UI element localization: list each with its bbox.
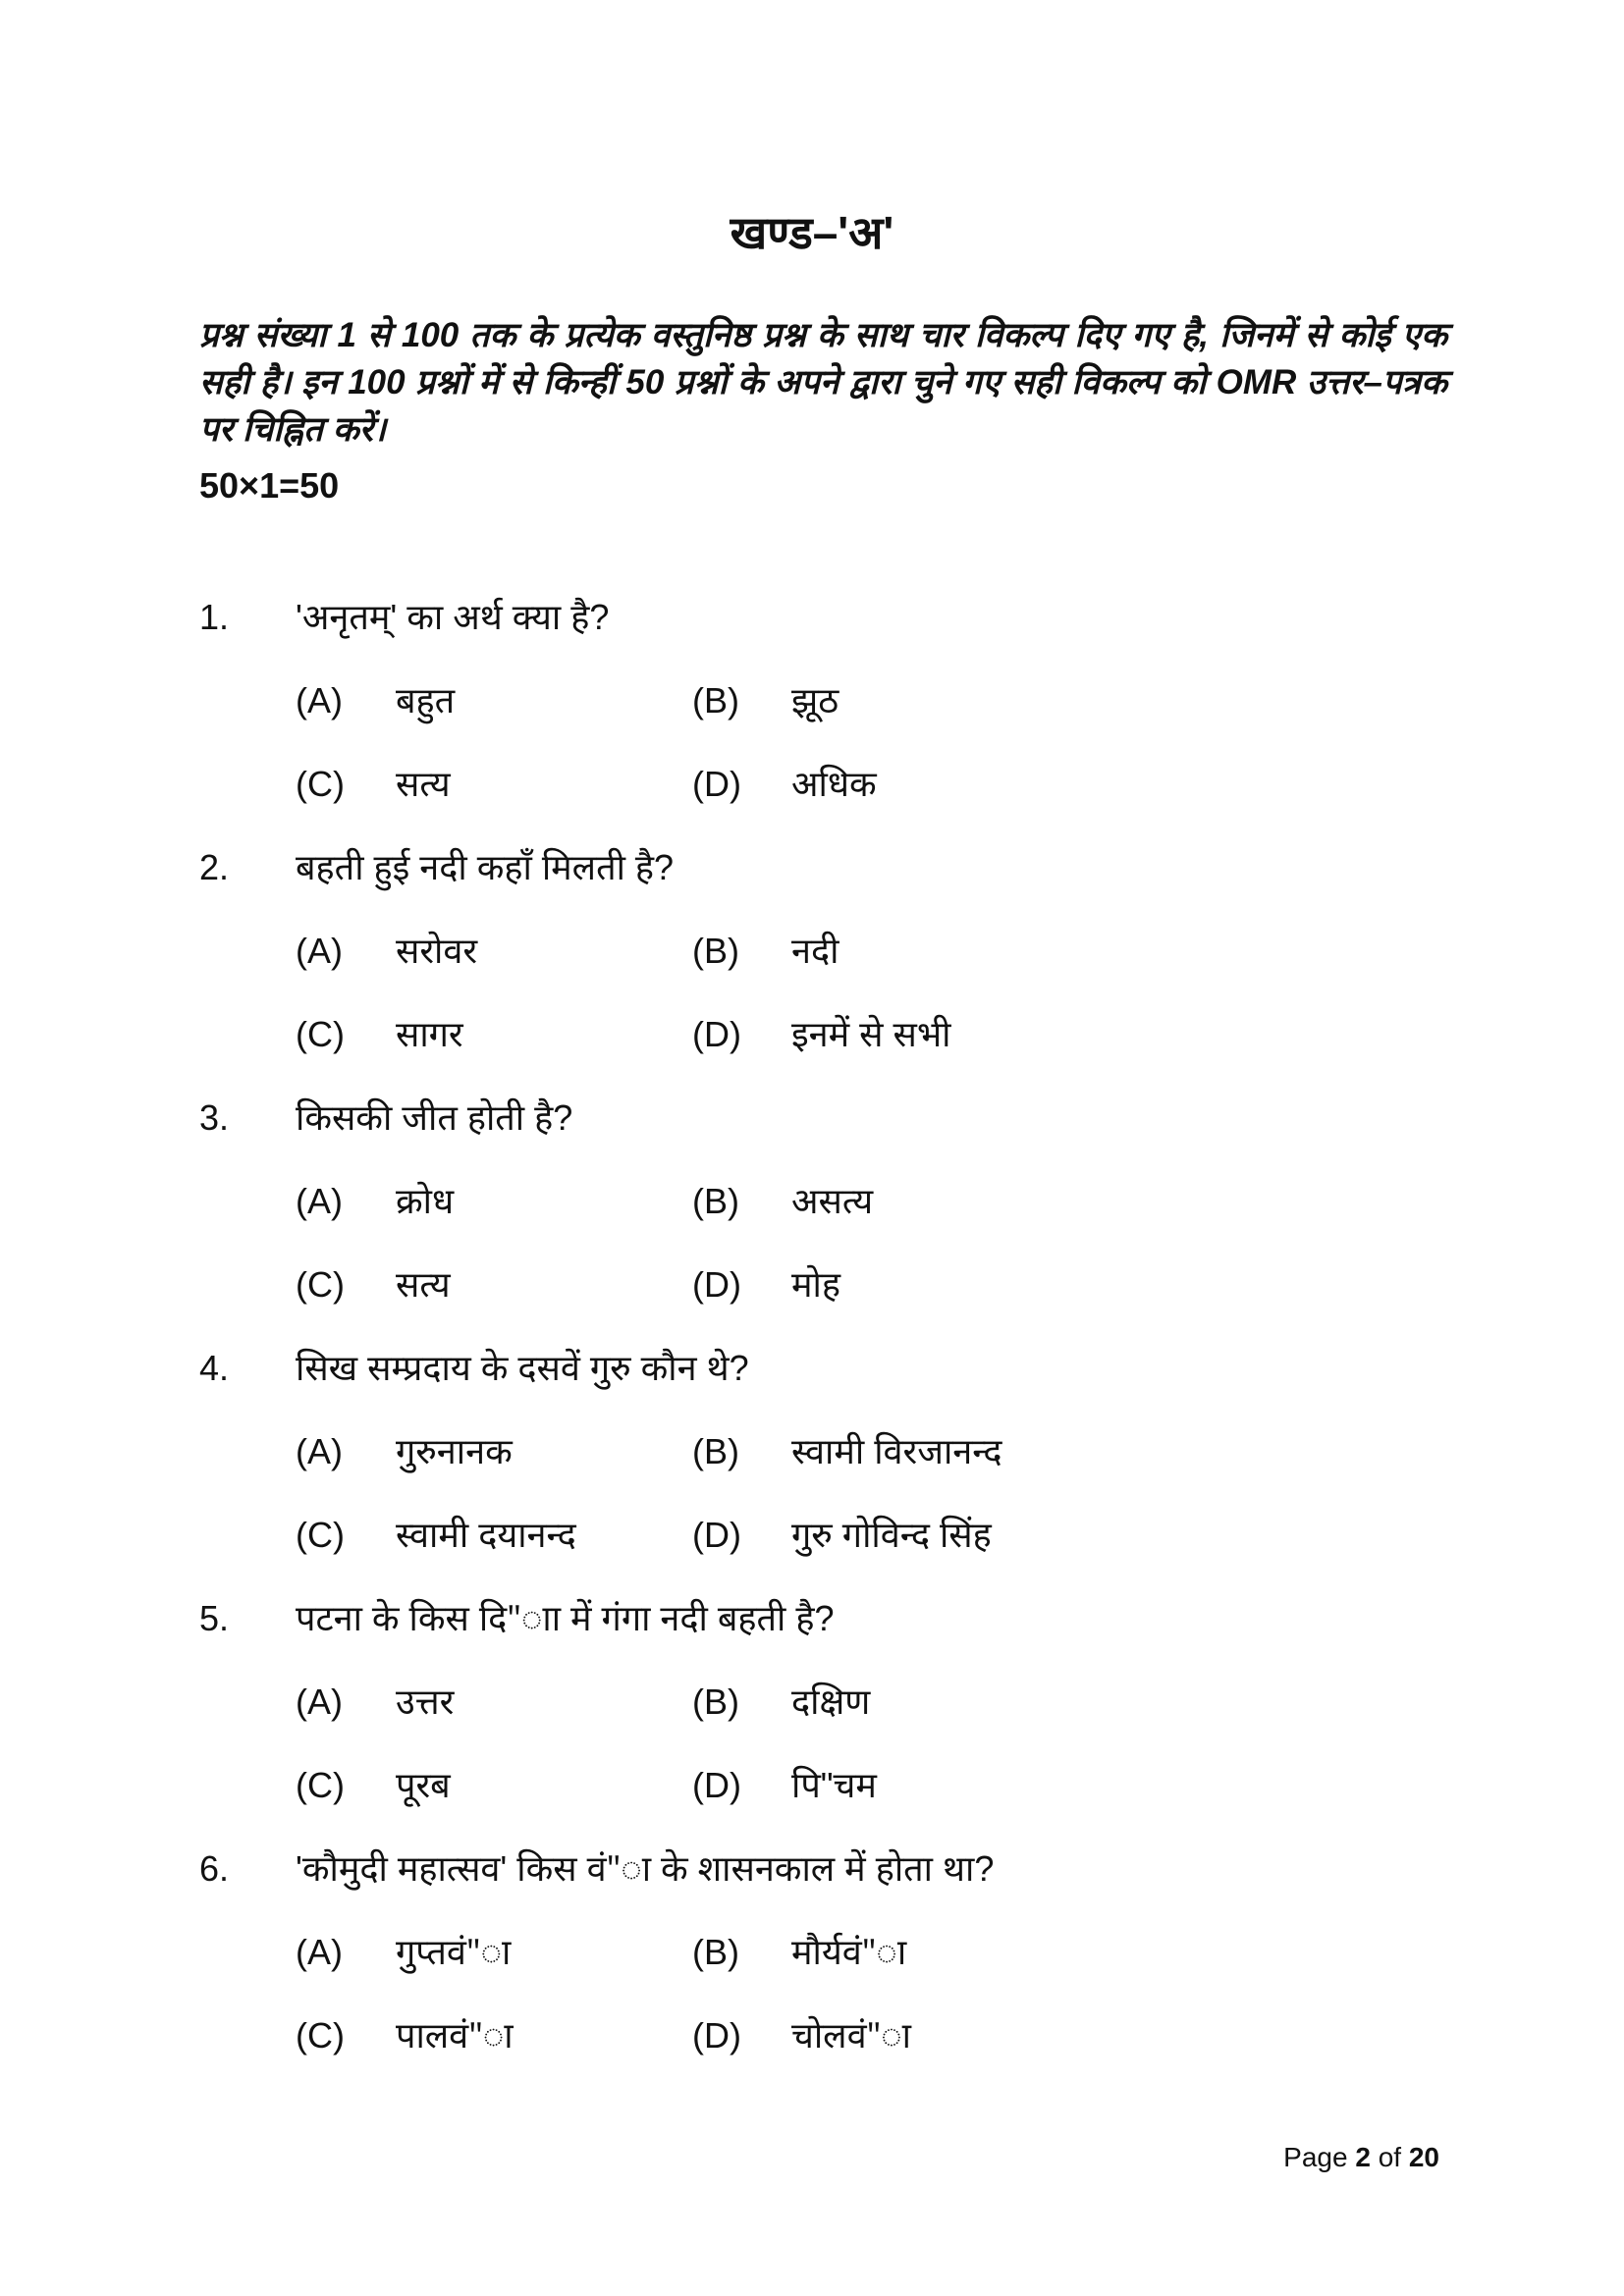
option-label: (D) [692, 1264, 741, 1305]
option-text: नदी [791, 931, 839, 971]
question-item [199, 1326, 1476, 1576]
option-text: दक्षिण [791, 1682, 871, 1722]
option-text: झूठ [791, 680, 839, 721]
options-row [199, 1243, 1476, 1326]
option-text: इनमें से सभी [791, 1014, 951, 1054]
option-text: स्वामी विरजानन्द [791, 1431, 1002, 1471]
question-list [199, 575, 1476, 2077]
option-label: (A) [296, 1431, 343, 1471]
options-row [199, 1159, 1476, 1243]
option-text: उत्तर [396, 1682, 455, 1722]
question-text: 'अनृतम्' का अर्थ क्या है? [296, 597, 610, 637]
options-row [199, 992, 1476, 1076]
options-row [199, 1910, 1476, 1994]
option-text: सत्य [396, 764, 451, 804]
option-text: गुप्तवं"ा [396, 1932, 512, 1972]
question-row [199, 826, 1476, 909]
option-label: (A) [296, 1181, 343, 1221]
question-number: 3. [199, 1097, 230, 1138]
option-label: (D) [692, 1515, 741, 1555]
options-row [199, 1410, 1476, 1493]
option-text: स्वामी दयानन्द [396, 1515, 576, 1555]
options-row [199, 1660, 1476, 1743]
question-text: सिख सम्प्रदाय के दसवें गुरु कौन थे? [296, 1348, 749, 1388]
question-number: 6. [199, 1848, 230, 1889]
option-label: (D) [692, 764, 741, 804]
question-text: पटना के किस दि"ाा में गंगा नदी बहती है? [296, 1598, 835, 1638]
option-label: (B) [692, 1431, 739, 1471]
question-row [199, 1326, 1476, 1410]
option-label: (B) [692, 931, 739, 971]
options-row [199, 1994, 1476, 2077]
option-text: अधिक [791, 764, 877, 804]
options-row [199, 909, 1476, 992]
question-text: 'कौमुदी महात्सव' किस वं"ा के शासनकाल में होता था? [296, 1848, 995, 1889]
option-text: मौर्यवं"ा [791, 1932, 907, 1972]
option-label: (A) [296, 931, 343, 971]
instructions: प्रश्न संख्या 1 से 100 तक के प्रत्येक वस्तुनिष्ठ प्रश्न के साथ चार विकल्प दिए गए है, जिनमें से कोई एक सही है। इन 100 प्रश्नों में से किन्हीं 50 प्रश्नों के अपने द्वारा चुने गए सही विकल्प को OMR उत्तर–पत्रक पर चिह्नित करें। [199, 316, 1447, 449]
option-label: (C) [296, 1264, 345, 1305]
option-label: (B) [692, 680, 739, 721]
page-current: 2 [1355, 2142, 1371, 2172]
option-text: पालवं"ा [396, 2015, 514, 2056]
question-item [199, 1576, 1476, 1827]
question-item [199, 1827, 1476, 2077]
page-footer [1283, 2142, 1439, 2173]
question-number: 5. [199, 1598, 230, 1638]
question-text: बहती हुई नदी कहाँ मिलती है? [296, 847, 675, 887]
option-text: पूरब [396, 1765, 451, 1805]
question-item [199, 575, 1476, 826]
option-text: सरोवर [396, 931, 478, 971]
options-row [199, 742, 1476, 826]
question-number: 2. [199, 847, 230, 887]
section-title: खण्ड–'अ' [730, 207, 894, 258]
question-item [199, 826, 1476, 1076]
option-text: क्रोध [396, 1181, 455, 1221]
option-text: पि"चम [791, 1765, 877, 1805]
option-text: सत्य [396, 1264, 451, 1305]
option-label: (B) [692, 1682, 739, 1722]
question-number: 4. [199, 1348, 230, 1388]
options-row [199, 1743, 1476, 1827]
option-text: असत्य [791, 1181, 874, 1221]
option-label: (C) [296, 2015, 345, 2056]
option-text: बहुत [396, 680, 456, 721]
options-row [199, 1493, 1476, 1576]
question-row [199, 1076, 1476, 1159]
question-item [199, 1076, 1476, 1326]
option-label: (A) [296, 1682, 343, 1722]
option-text: गुरुनानक [396, 1431, 513, 1471]
option-text: गुरु गोविन्द सिंह [791, 1515, 992, 1555]
option-label: (C) [296, 764, 345, 804]
option-text: मोह [791, 1264, 840, 1305]
option-label: (C) [296, 1765, 345, 1805]
option-label: (C) [296, 1014, 345, 1054]
option-text: चोलवं"ा [791, 2015, 912, 2056]
question-text: किसकी जीत होती है? [296, 1097, 573, 1138]
option-label: (D) [692, 1765, 741, 1805]
option-label: (B) [692, 1181, 739, 1221]
option-label: (A) [296, 1932, 343, 1972]
option-label: (D) [692, 1014, 741, 1054]
option-label: (A) [296, 680, 343, 721]
marks-scheme: 50×1=50 [199, 465, 340, 506]
option-text: सागर [396, 1014, 463, 1054]
question-row [199, 575, 1476, 659]
question-row [199, 1827, 1476, 1910]
page-sep: of [1370, 2142, 1409, 2172]
options-row [199, 659, 1476, 742]
page-total: 20 [1408, 2142, 1439, 2172]
question-row [199, 1576, 1476, 1660]
question-number: 1. [199, 597, 230, 637]
option-label: (B) [692, 1932, 739, 1972]
page-prefix: Page [1283, 2142, 1356, 2172]
option-label: (D) [692, 2015, 741, 2056]
option-label: (C) [296, 1515, 345, 1555]
